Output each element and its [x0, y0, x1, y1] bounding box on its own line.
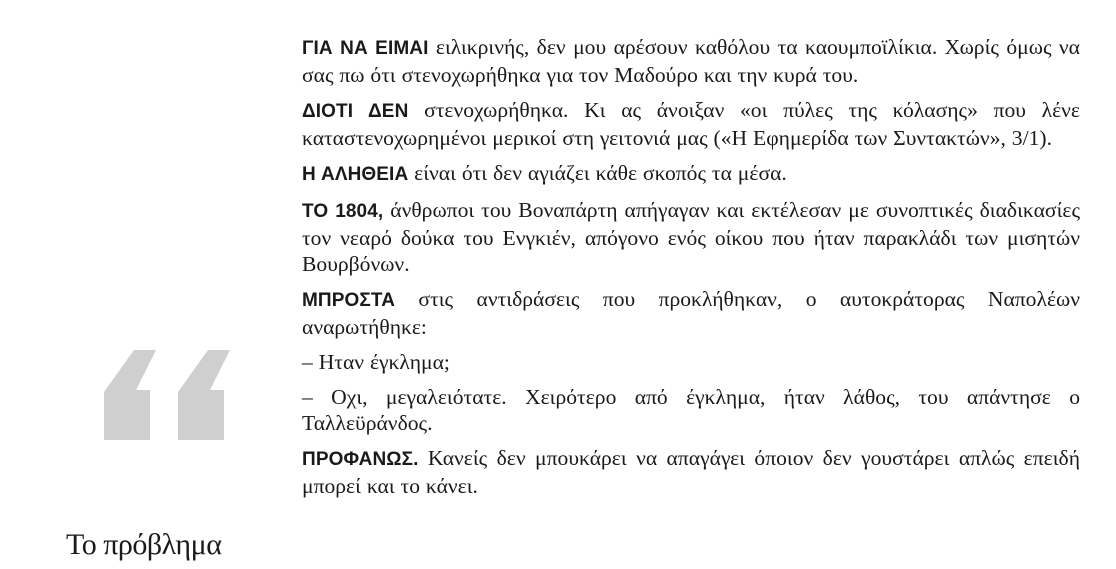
- dialogue-line: [302, 384, 1080, 436]
- paragraph: [302, 97, 1080, 151]
- dialogue-line: [302, 349, 1080, 375]
- paragraph-text: στενοχωρήθηκα. Κι ας άνοιξαν «οι πύλες της κόλασης» που λένε καταστενοχωρημένοι μερικοί στη γειτονιά μας («Η Εφημερίδα των Συντακτών», 3/1).: [302, 98, 1080, 150]
- paragraph: [302, 445, 1080, 499]
- paragraph-lead: ΜΠΡΟΣΤΑ: [302, 290, 396, 311]
- paragraph: [302, 286, 1080, 340]
- column-title: Το πρόβλημα: [66, 528, 222, 561]
- paragraph-text: άνθρωποι του Βοναπάρτη απήγαγαν και εκτέλεσαν με συνοπτικές διαδικασίες τον νεαρό δούκα του Ενγκιέν, απόγονο ενός οίκου που ήταν παρακλάδι των μισητών Βουρβόνων.: [302, 198, 1080, 276]
- paragraph-lead: ΔΙΟΤΙ ΔΕΝ: [302, 101, 409, 122]
- paragraph-text: – Ηταν έγκλημα;: [302, 350, 450, 374]
- paragraph-lead: ΠΡΟΦΑΝΩΣ.: [302, 449, 419, 470]
- paragraph-text: στις αντιδράσεις που προκλήθηκαν, ο αυτοκράτορας Ναπολέων αναρωτήθηκε:: [302, 287, 1080, 339]
- paragraph-lead: ΤΟ 1804,: [302, 201, 384, 222]
- quote-mark-icon: [100, 350, 260, 440]
- paragraph-text: είναι ότι δεν αγιάζει κάθε σκοπός τα μέσα.: [408, 161, 787, 185]
- paragraph-text: – Οχι, μεγαλειότατε. Χειρότερο από έγκλημα, ήταν λάθος, του απάντησε ο Ταλλεϋράνδος.: [302, 385, 1080, 435]
- paragraph-text: Κανείς δεν μπουκάρει να απαγάγει όποιον δεν γουστάρει απλώς επειδή μπορεί και το κάνει.: [302, 446, 1080, 498]
- paragraph-text: ειλικρινής, δεν μου αρέσουν καθόλου τα καουμποϊλίκια. Χωρίς όμως να σας πω ότι στενοχωρήθηκα για τον Μαδούρο και την κυρά του.: [302, 35, 1080, 87]
- paragraph: [302, 160, 1080, 188]
- paragraph-lead: Η ΑΛΗΘΕΙΑ: [302, 164, 409, 185]
- paragraph: [302, 197, 1080, 277]
- article-body: [302, 34, 1080, 508]
- paragraph-lead: ΓΙΑ ΝΑ ΕΙΜΑΙ: [302, 38, 429, 59]
- paragraph: [302, 34, 1080, 88]
